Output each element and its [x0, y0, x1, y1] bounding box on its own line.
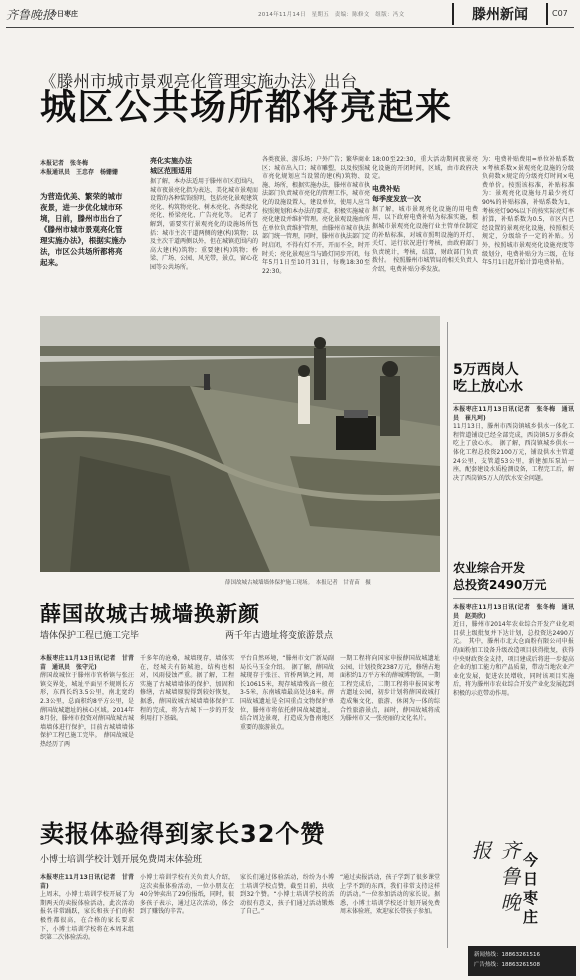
lead-byline-correspondent: 本报通讯员 王忠存 杨姗姗	[40, 168, 119, 176]
ad-hotline-label: 广告热线：	[474, 962, 502, 968]
page-header	[0, 0, 580, 30]
edition-name: 今日枣庄	[50, 10, 78, 18]
lead-subhead-1b: 城区范围适用	[150, 167, 192, 175]
lead-column-3	[372, 156, 478, 275]
page-number: C07	[552, 9, 568, 18]
right-story-2-title-b: 总投资2490万元	[453, 578, 547, 592]
lead-byline-reporter: 本报记者 张冬梅	[40, 160, 89, 167]
lead-column-2	[262, 156, 370, 276]
story2-subhead-2: 两千年古遗址将变旅游景点	[225, 631, 334, 641]
ad-hotline-number: 18863261508	[501, 962, 541, 968]
story2-column-3	[240, 655, 334, 732]
news-hotline-number: 18863261516	[501, 952, 541, 958]
story2-headline: 薛国故城古城墙换新颜	[40, 602, 260, 626]
bottom-masthead	[458, 812, 576, 936]
ad-hotline	[474, 960, 570, 970]
story3-column-3-text: 家长们通过体验活动，纷纷为小博士培训学校点赞，截至目前，共收到32个赞。“小博士培训学校的活动很有意义，孩子们通过活动锻炼了自己。”	[240, 874, 334, 916]
news-hotline	[474, 950, 570, 960]
lead-subhead-3b: 每季度发放一次	[372, 194, 421, 203]
column-divider	[447, 322, 448, 948]
story3-headline: 卖报体验得到家长32个赞	[40, 820, 326, 848]
story3-column-4	[340, 874, 440, 917]
lead-byline	[40, 160, 118, 177]
right-story-1	[453, 362, 574, 483]
contact-box	[468, 946, 576, 976]
issue-meta: 2014年11月14日 星期五 责编：陈修文 组版：冯文	[258, 12, 405, 18]
story2-subhead-1: 墙体保护工程已施工完毕	[40, 631, 140, 641]
right-story-2	[453, 560, 574, 699]
story2-column-4	[340, 655, 440, 724]
story3-column-4-text: “通过卖报活动，孩子学到了很多课堂上学不到的东西，我们非常支持这样的活动。”一位参加活动的家长说。据悉，小博士培训学校还计划开展免费周末体验班，欢迎家长带孩子参加。	[340, 874, 440, 916]
story3-column-2	[140, 874, 234, 917]
lead-kicker: 《滕州市城市景观亮化管理实施办法》出台	[40, 72, 358, 91]
right-story-1-title-b: 吃上放心水	[453, 379, 523, 395]
right-story-2-title-a: 农业综合开发	[453, 561, 526, 575]
story3-column-3	[240, 874, 334, 917]
right-story-2-text: 近日，滕州市2014年农业综合开发产业化项目获上级批复并下达计划，总投资达2490万元。 其中，滕州市北大仓面粉有限公司申报的面粉加工设备升级改造项目获得批复，获得中央财政资金支持，项目建成后将进一步提高企业的加工能力和产品质量，带动当地农业产业化发展，促进农民增收，同时该项目实施后，将为滕州市农业综合开发产业化发展起到积极的示范带动作用。	[453, 621, 574, 697]
right-story-2-rule	[453, 598, 574, 599]
right-story-1-byline: 本报枣庄11月13日讯(记者 张冬梅 通讯员 崔凡珂)	[453, 406, 574, 422]
right-story-1-title-a: 5万西岗人	[453, 362, 519, 378]
lead-column-4-text: 为：电费补贴费用=单位补贴系数×考核系数×景观亮化设施的分级负荷数×规定的分级亮灯时间×电费单价。按照该标准，补贴标准为：景观亮化设施每月最少亮灯90%的补贴标准，补贴系数为1，考核亮灯90%以下的按实际亮灯率折算，补贴系数为0.5，市区内已经设置的景观亮化设施，按照相关规定，分级给予一定的补贴。另外，按照城市景观亮化设施亮度等级划分，电费补贴分为三级，在每年5月1日起开始计算电费补贴。	[482, 156, 574, 267]
header-rule	[6, 27, 574, 28]
photo-caption: 薛国故城古城墙墙体保护施工现场。 本报记者 甘青苗 摄	[225, 580, 371, 586]
lead-column-3-text: 18:00至22:30，重大活动期间夜景亮化设施的开闭时间，区域，由市政府决定。	[372, 156, 478, 181]
story2-column-2	[140, 655, 234, 724]
lead-headline: 城区公共场所都将亮起来	[40, 87, 453, 128]
story3-column-1-text: 上周末，小博士培训学校开展了为期两天的卖报体验活动，此次活动报名非常踊跃，家长和孩子们的积极性都很高，在合格的家长要求下，小博士培训学校将在本周末组织第二次体验活动。	[40, 891, 134, 942]
right-story-2-byline: 本报枣庄11月13日讯(记者 张冬梅 通讯员 赵美欣)	[453, 604, 574, 620]
story3-column-1	[40, 874, 134, 943]
lead-column-1-text: 据了解，本办法适用于滕州市区范围内，城市夜景亮化指为表达、美化城市景观而设置的各种装饰照明，包括亮化景观建筑亮化、构筑物亮化、树木亮化、各类绿化亮化、桥梁亮化、广告亮化等。 记者了解到，需要实行景观亮化的设施场所包括：城市主次干道两侧的建(构)筑物；以及主次干道两侧以外，但在城镇范围内的高大建(构)筑物；重要建(构)筑物；桥梁、广场、公园、风光带，景点，窗心花园等公共场所。	[150, 178, 259, 271]
lead-column-3-text2: 据了解，城市景观亮化设施的用电费用，以下政府电费补贴为标准实施，根据城市景观亮化设施行业主管单位制定的补贴标准，对城市照明设施的开灯、关灯、运行状况进行考核，由政府部门负责统计，考核，结算，财政部门负责拨付。 按照滕州市城管局的相关负责人介绍，电费补贴分季发放。	[372, 205, 478, 273]
story3-byline: 本报枣庄11月13日讯(记者 甘青苗)	[40, 874, 134, 890]
right-story-1-text: 11月13日，滕州市西岗镇城乡供水一体化工程管道铺设已经全部完成，西岗镇5万多群众吃上了放心水。 据了解，西岗镇城乡供水一体化工程总投资2100万元，铺设供水主管道24公里，支管道53公里，新建加压泵站一座，配套建设水质检测设备，工程完工后，解决了西岗镇5万人的饮水安全问题。	[453, 423, 574, 482]
story2-column-2-text: 千多年的沧桑，城墙现存，墙体实在，经城夫有防城池，结构也相对，风雨侵蚀严重。据了解，工程实施了古城墙墙体的保护、加固和修缮，古城墙原貌得到较好恢复，据悉，薛国故城古城墙墙体保护工程的完成，将为古城下一步的开发利用打下基础。	[140, 655, 234, 723]
lead-column-4	[482, 156, 574, 268]
construction-site-image	[40, 316, 440, 572]
bottom-masthead-logo: 齐鲁晚报	[468, 840, 521, 918]
lead-column-2-text: 各类夜景、游乐场；户外广告；繁华商业区；城市出入口；城市雕塑，以及按照城市亮化规划应当设置的建(构)筑物、设施、场所，根据实施办法，滕州市城市执法部门负责城市亮化的管理工作，城市亮化的设施设置人，建设单位，使用人应当按照规划和本办法的要求，积极实施城市亮化建设并维护管理。亮化景观设施由所在单位负责维护管理，由滕州市城市执法部门统一管理，同时，滕州市执法部门定时启闭，不得有灯不开，开而不全，时开时关；亮化景观应当与路灯同步开闭，每年5月1日至10月31日，每晚18:30至22:30。	[262, 156, 371, 275]
story2-column-1	[40, 655, 134, 750]
story2-byline: 本报枣庄11月13日讯(记者 甘青苗 通讯员 张守元)	[40, 655, 134, 671]
bottom-masthead-edition: 今日枣庄	[521, 852, 539, 928]
news-photo	[40, 316, 440, 572]
lead-subhead-3a: 电费补贴	[372, 184, 400, 193]
lead-column-1	[150, 156, 258, 273]
lead-subhead-1a: 亮化实施办法	[150, 157, 192, 165]
story2-column-3-text: 平台自然环境，“滕州市文广新局副局长马玉金介绍。 据了解，薛国故城现存于张汪、官桥两镇之间，周长10615米，现存城墙残高一般在3-5米，东南城墙最高处达8米。薛国故城遗址是全国重点文物保护单位，滕州市将依托薛国故城遗址，结合周边景观，打造成为鲁南地区重要的旅游景点。	[240, 655, 334, 731]
lead-intro: 为营造优美、繁荣的城市夜景，进一步优化城市环境，日前，滕州市出台了《滕州市城市景观亮化管理实施办法》，根据实施办法，市区公共场所都将亮起来。	[40, 192, 127, 267]
story2-column-4-text: 一期工程将向国家申报薛国故城遗址公园，计划投资2387万元，修缮占地面积约1万平方米的薛城博物馆，一期工程完成后，二期工程将申报国家考古遗址公园，初步计划将薛国故城打造成集文化、旅游、休闲为一体的综合性旅游景点，届时，薛国故城将成为滕州市又一张亮丽的文化名片。	[340, 655, 440, 723]
story3-column-2-text: 小博士培训学校有关负责人介绍，这次卖报体验活动，一位小朋友在40分钟卖出了29份报纸，同时，很多孩子表示，通过这次活动，体会到了赚钱的辛苦。	[140, 874, 234, 916]
newspaper-logo: 齐鲁晚报	[6, 8, 55, 22]
story3-subhead: 小博士培训学校计划开展免费周末体验班	[40, 855, 203, 865]
news-hotline-label: 新闻热线：	[474, 952, 502, 958]
story2-column-1-text: 薛国故城位于滕州市官桥镇与张汪镇交界处，城址平面呈不规则长方形，东西长约3.5公里，南北宽约2.3公里，总面积约8平方公里，是薛国故城遗址的核心区域。2014年8月份，滕州市投资对薛国故城古城墙墙体进行保护，目前古城墙墙体保护工程已施工完毕。 薛国故城是热经历了两	[40, 672, 134, 748]
right-story-1-rule	[453, 403, 574, 404]
section-title: 滕州新闻	[452, 3, 548, 25]
